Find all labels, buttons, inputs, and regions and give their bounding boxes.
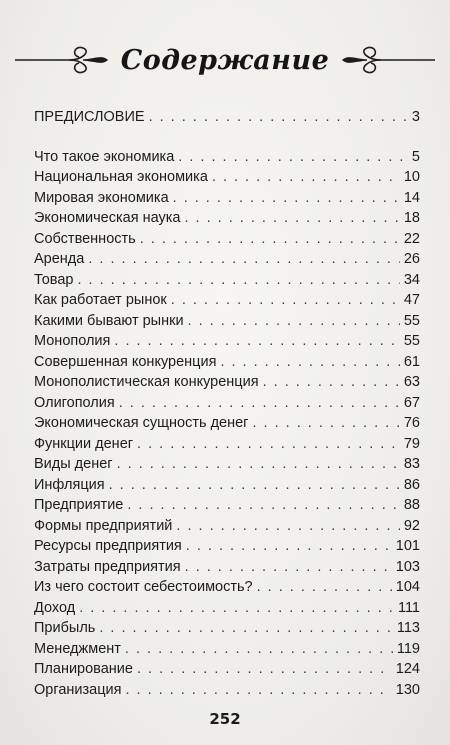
toc-entry-page: 104 (395, 579, 420, 595)
toc-entry-page: 34 (403, 271, 420, 288)
toc-entry-page: 76 (403, 415, 420, 431)
toc-entry-page: 22 (403, 230, 420, 247)
dot-leader (185, 557, 392, 578)
dot-leader (125, 639, 393, 660)
toc-entry-page: 92 (403, 517, 420, 534)
dot-leader (140, 229, 400, 250)
toc-entry-label: Функции денег (34, 435, 134, 452)
toc-entry-page: 101 (395, 538, 420, 554)
toc-entry-label: Организация (34, 681, 122, 698)
toc-entry-page: 55 (403, 333, 420, 349)
toc-entry[interactable] (34, 454, 420, 475)
toc-entry-label: Мировая экономика (34, 189, 169, 206)
dot-leader (119, 393, 400, 414)
toc-entry-page: 86 (403, 476, 420, 493)
toc-entry-label: Собственность (34, 230, 136, 247)
toc-entry-label: Что такое экономика (34, 148, 175, 165)
toc-entry-page: 55 (403, 312, 420, 329)
toc-entry-page: 61 (403, 353, 420, 370)
toc-entry-label: Доход (34, 599, 76, 616)
page-title: Содержание (120, 44, 330, 76)
toc-entry-label: Совершенная конкуренция (34, 353, 217, 370)
dot-leader (178, 147, 408, 168)
section-gap (34, 128, 420, 147)
toc-entry-page: 111 (397, 599, 420, 616)
dot-leader (137, 434, 400, 455)
toc-entry[interactable] (34, 495, 420, 516)
toc-entry[interactable] (34, 331, 420, 352)
toc-header (0, 40, 450, 80)
toc-entry-label: Предприятие (34, 497, 124, 513)
dot-leader (173, 188, 400, 209)
toc-entry[interactable] (34, 639, 420, 660)
toc-entry-page: 103 (395, 558, 420, 575)
toc-entry-label: Монополистическая конкуренция (34, 374, 259, 390)
toc-entry[interactable] (34, 208, 420, 229)
toc-entry-preface[interactable] (34, 107, 420, 128)
toc-entry-label: Олигополия (34, 394, 115, 411)
dot-leader (114, 331, 399, 352)
toc-entry-page: 14 (403, 189, 420, 206)
toc-entry[interactable] (34, 475, 420, 496)
toc-entry-label: Затраты предприятия (34, 558, 181, 575)
dot-leader (79, 598, 394, 619)
dot-leader (117, 454, 400, 475)
flourish-left-icon (13, 45, 113, 75)
toc-entry-page: 79 (403, 435, 420, 452)
dot-leader (125, 680, 391, 701)
toc-entry-label: Аренда (34, 251, 85, 267)
toc-entry-label: Планирование (34, 661, 133, 677)
toc-entry-label: Из чего состоит себестоимость? (34, 579, 253, 595)
toc-entries (34, 147, 420, 701)
toc-entry[interactable] (34, 536, 420, 557)
dot-leader (212, 167, 400, 188)
toc-entry[interactable] (34, 680, 420, 701)
toc-entry-label: Монополия (34, 333, 111, 349)
dot-leader (252, 413, 399, 434)
dot-leader (185, 208, 400, 229)
toc-entry[interactable] (34, 188, 420, 209)
toc-entry[interactable] (34, 413, 420, 434)
dot-leader (263, 372, 400, 393)
toc-entry-page: 26 (403, 251, 420, 267)
toc-entry-page: 130 (395, 681, 420, 698)
toc-entry-page: 10 (403, 169, 420, 185)
toc-entry-page: 63 (403, 374, 420, 390)
toc-entry-page: 119 (396, 640, 420, 657)
toc-entry[interactable] (34, 270, 420, 291)
dot-leader (109, 475, 400, 496)
toc-entry-label: Как работает рынок (34, 292, 167, 308)
table-of-contents (34, 107, 420, 700)
toc-entry-label: Экономическая сущность денег (34, 415, 249, 431)
toc-entry-label: Менеджмент (34, 640, 121, 657)
toc-entry-page: 88 (403, 497, 420, 513)
toc-entry-page: 3 (411, 109, 420, 125)
toc-entry[interactable] (34, 434, 420, 455)
toc-entry-page: 47 (403, 292, 420, 308)
toc-entry-page: 113 (396, 620, 420, 636)
dot-leader (220, 352, 399, 373)
toc-entry[interactable] (34, 229, 420, 250)
toc-entry[interactable] (34, 249, 420, 270)
toc-entry-page: 5 (411, 148, 420, 165)
toc-entry-label: Виды денег (34, 456, 113, 472)
flourish-right-icon (337, 45, 437, 75)
dot-leader (176, 516, 399, 537)
toc-entry[interactable] (34, 577, 420, 598)
toc-entry-label: Товар (34, 271, 74, 288)
toc-entry-page: 18 (403, 210, 420, 226)
page-number: 252 (209, 710, 241, 728)
toc-entry[interactable] (34, 372, 420, 393)
toc-entry[interactable] (34, 393, 420, 414)
toc-entry[interactable] (34, 659, 420, 680)
toc-entry-page: 124 (395, 661, 420, 677)
dot-leader (257, 577, 392, 598)
toc-entry[interactable] (34, 618, 420, 639)
toc-entry[interactable] (34, 290, 420, 311)
toc-entry-label: Формы предприятий (34, 517, 173, 534)
dot-leader (88, 249, 400, 270)
toc-entry-page: 67 (403, 394, 420, 411)
dot-leader (99, 618, 393, 639)
toc-entry[interactable] (34, 598, 420, 619)
toc-entry[interactable] (34, 352, 420, 373)
toc-entry[interactable] (34, 311, 420, 332)
toc-entry[interactable] (34, 167, 420, 188)
dot-leader (137, 659, 392, 680)
toc-entry-label: Экономическая наука (34, 210, 181, 226)
toc-entry[interactable] (34, 147, 420, 168)
dot-leader (149, 107, 408, 128)
toc-entry-label: Национальная экономика (34, 169, 208, 185)
toc-entry-label: Ресурсы предприятия (34, 538, 182, 554)
dot-leader (77, 270, 399, 291)
toc-entry-label: Какими бывают рынки (34, 312, 184, 329)
toc-entry-label: Инфляция (34, 476, 105, 493)
toc-entry-label: Прибыль (34, 620, 96, 636)
dot-leader (188, 311, 400, 332)
toc-entry-page: 83 (403, 456, 420, 472)
toc-entry[interactable] (34, 557, 420, 578)
dot-leader (171, 290, 400, 311)
dot-leader (186, 536, 392, 557)
toc-entry[interactable] (34, 516, 420, 537)
toc-entry-label: ПРЕДИСЛОВИЕ (34, 109, 145, 125)
dot-leader (127, 495, 399, 516)
